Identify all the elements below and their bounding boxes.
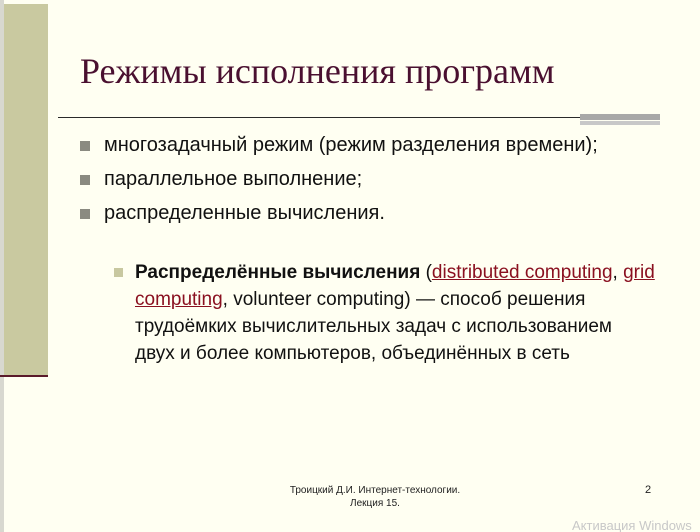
sub-bullet-item [114, 259, 655, 367]
square-bullet-icon [114, 268, 123, 277]
bullet-list [80, 133, 650, 235]
title-divider [58, 117, 660, 118]
sub-bullet-text: ( [420, 262, 432, 283]
divider-accent-shadow [580, 121, 660, 125]
bold-term: Распределённые вычисления [135, 262, 421, 283]
footer-lecture-line: Лекция 15. [350, 498, 400, 509]
decorative-band-line [0, 375, 48, 377]
square-bullet-icon [80, 175, 90, 185]
page-number: 2 [645, 484, 652, 496]
divider-accent [580, 114, 660, 120]
distributed-computing-link[interactable]: distributed computing [431, 262, 613, 283]
bullet-item [80, 133, 650, 158]
square-bullet-icon [80, 141, 90, 151]
bullet-text: многозадачный режим (режим разделения времени); [104, 134, 598, 156]
footer-author-line: Троицкий Д.И. Интернет-технологии. [289, 485, 461, 496]
slide-title: Режимы исполнения программ [80, 51, 555, 91]
bullet-item [80, 201, 650, 226]
grid-computing-link[interactable]: grid computing [135, 262, 655, 310]
decorative-side-band [4, 4, 48, 376]
bullet-item [80, 167, 650, 192]
slide-footer [260, 484, 490, 510]
activation-watermark: Активация Windows [572, 518, 692, 532]
sub-bullet-text: , [612, 262, 624, 283]
bullet-text: распределенные вычисления. [104, 202, 385, 224]
sub-bullet-text: , volunteer computing) — способ решения трудоёмких вычислительных задач с использованием двух и более компьютеров, объединённых в сеть [135, 289, 612, 364]
square-bullet-icon [80, 209, 90, 219]
bullet-text: параллельное выполнение; [104, 168, 363, 190]
